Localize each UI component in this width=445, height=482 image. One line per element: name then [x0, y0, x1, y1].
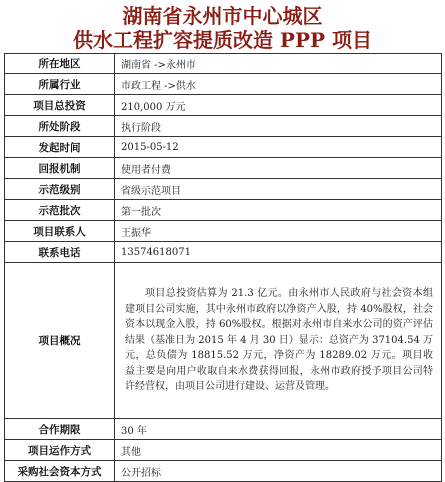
row-value: 湖南省 ->永州市 [115, 54, 442, 74]
row-value: 第一批次 [115, 200, 442, 221]
row-label: 所在地区 [5, 54, 115, 74]
row-value: 2015-05-12 [115, 137, 442, 158]
table-row [5, 461, 442, 482]
row-label: 项目概况 [5, 263, 115, 419]
row-label: 联系电话 [5, 242, 115, 263]
row-label: 所属行业 [5, 74, 115, 95]
table-row [5, 200, 442, 221]
row-value: 王振华 [115, 221, 442, 242]
document-title [0, 0, 445, 54]
table-row [5, 440, 442, 461]
row-value: 执行阶段 [115, 116, 442, 137]
row-value: 其他 [115, 440, 442, 461]
row-label: 所处阶段 [5, 116, 115, 137]
row-label: 项目运作方式 [5, 440, 115, 461]
table-row [5, 95, 442, 116]
row-value: 公开招标 [115, 461, 442, 482]
table-row [5, 179, 442, 200]
table-row [5, 116, 442, 137]
row-label: 合作期限 [5, 419, 115, 440]
row-value: 使用者付费 [115, 158, 442, 179]
table-row [5, 54, 442, 74]
table-row [5, 74, 442, 95]
table-row [5, 419, 442, 440]
row-value: 210,000 万元 [115, 95, 442, 116]
row-value: 30 年 [115, 419, 442, 440]
project-overview-text: 项目总投资估算为 21.3 亿元。由永州市人民政府与社会资本组建项目公司实施，其中永州市政府以净资产入股，持 40%股权，社会资本以现金入股，持 60%股权。根据对永州市自来水公司的资产评估结果（基准日为 2015 年 4 月 30 日）显示：总资产为 37104.54 万元，总负债为 18815.52 万元，净资产为 18289.02 万元。项目收益主要是向用户收取自来水费获得回报，永州市政府授予项目公司特许经营权，由项目公司进行建设、运营及管理。 [115, 263, 442, 419]
table-row [5, 137, 442, 158]
title-line-2: 供水工程扩容提质改造 PPP 项目 [72, 28, 373, 52]
row-label: 项目联系人 [5, 221, 115, 242]
row-label: 采购社会资本方式 [5, 461, 115, 482]
row-label: 示范级别 [5, 179, 115, 200]
project-info-table [4, 53, 442, 482]
table-row [5, 242, 442, 263]
row-value: 省级示范项目 [115, 179, 442, 200]
row-label: 发起时间 [5, 137, 115, 158]
row-value: 市政工程 ->供水 [115, 74, 442, 95]
row-label: 示范批次 [5, 200, 115, 221]
title-line-1: 湖南省永州市中心城区 [122, 4, 323, 28]
table-row [5, 263, 442, 419]
table-row [5, 158, 442, 179]
table-row [5, 221, 442, 242]
row-label: 项目总投资 [5, 95, 115, 116]
row-value: 13574618071 [115, 242, 442, 263]
row-label: 回报机制 [5, 158, 115, 179]
